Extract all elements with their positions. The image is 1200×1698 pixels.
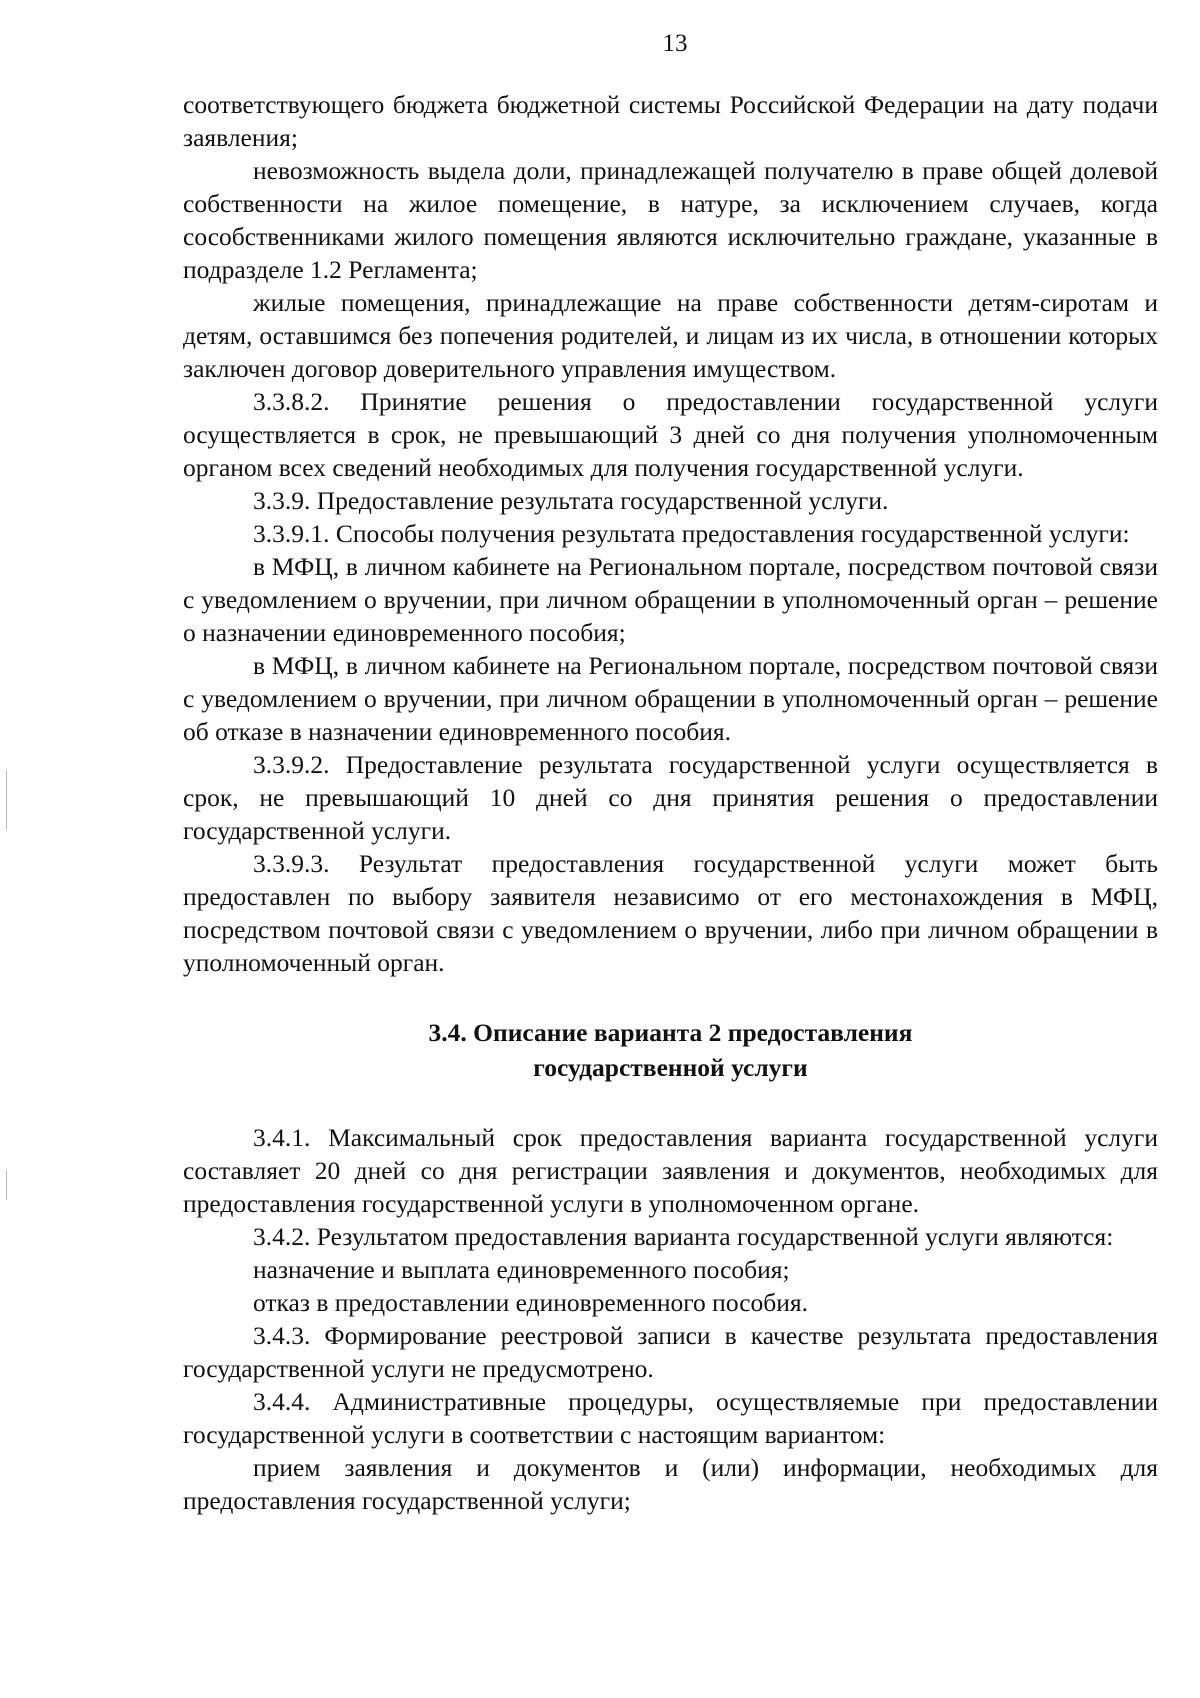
scan-artifact-mark [6,1170,7,1200]
paragraph-14: отказ в предоставлении единовременного пособия. [253,1288,809,1317]
paragraph-8: в МФЦ, в личном кабинете на Региональном портале, посредством почтовой связи с уведомлением о вручении, при личном обращении в уполномоченный орган – решение об отказе в назначении единовременного пособия. [183,651,1158,746]
paragraph-10: 3.3.9.3. Результат предоставления государственной услуги может быть предоставлен по выбору заявителя независимо от его местонахождения в МФЦ, посредством почтовой связи с уведомлением о вручении, либо при личном обращении в уполномоченный орган. [183,849,1158,977]
section-heading [183,1015,1158,1085]
paragraph-12: 3.4.2. Результатом предоставления варианта государственной услуги являются: [253,1222,1114,1251]
section-heading-line-1: 3.4. Описание варианта 2 предоставления [428,1018,913,1047]
paragraph-9: 3.3.9.2. Предоставление результата государственной услуги осуществляется в срок, не превышающий 10 дней со дня принятия решения о предоставлении государственной услуги. [183,750,1158,845]
paragraph-7: в МФЦ, в личном кабинете на Региональном портале, посредством почтовой связи с уведомлением о вручении, при личном обращении в уполномоченный орган – решение о назначении единовременного пособия; [183,552,1158,647]
document-body [183,88,1158,1517]
page-number: 13 [662,30,688,57]
paragraph-13: назначение и выплата единовременного пособия; [253,1255,790,1284]
paragraph-11: 3.4.1. Максимальный срок предоставления варианта государственной услуги составляет 20 дней со дня регистрации заявления и документов, необходимых для предоставления государственной услуги в уполномоченном органе. [183,1123,1158,1218]
paragraph-1: соответствующего бюджета бюджетной системы Российской Федерации на дату подачи заявления; [183,90,1158,152]
scan-artifact-mark [6,770,7,830]
paragraph-4: 3.3.8.2. Принятие решения о предоставлении государственной услуги осуществляется в срок, не превышающий 3 дней со дня получения уполномоченным органом всех сведений необходимых для получения государственной услуги. [183,387,1158,482]
paragraph-2: невозможность выдела доли, принадлежащей получателю в праве общей долевой собственности на жилое помещение, в натуре, за исключением случаев, когда сособственниками жилого помещения являются исключительно граждане, указанные в подразделе 1.2 Регламента; [183,156,1158,284]
section-heading-line-2: государственной услуги [533,1053,808,1082]
paragraph-17: прием заявления и документов и (или) информации, необходимых для предоставления государственной услуги; [183,1453,1158,1515]
paragraph-16: 3.4.4. Административные процедуры, осуществляемые при предоставлении государственной услуги в соответствии с настоящим вариантом: [183,1387,1158,1449]
paragraph-5: 3.3.9. Предоставление результата государственной услуги. [253,486,889,515]
paragraph-15: 3.4.3. Формирование реестровой записи в качестве результата предоставления государственной услуги не предусмотрено. [183,1321,1158,1383]
paragraph-6: 3.3.9.1. Способы получения результата предоставления государственной услуги: [253,519,1130,548]
paragraph-3: жилые помещения, принадлежащие на праве собственности детям-сиротам и детям, оставшимся без попечения родителей, и лицам из их числа, в отношении которых заключен договор доверительного управления имуществом. [183,288,1158,383]
